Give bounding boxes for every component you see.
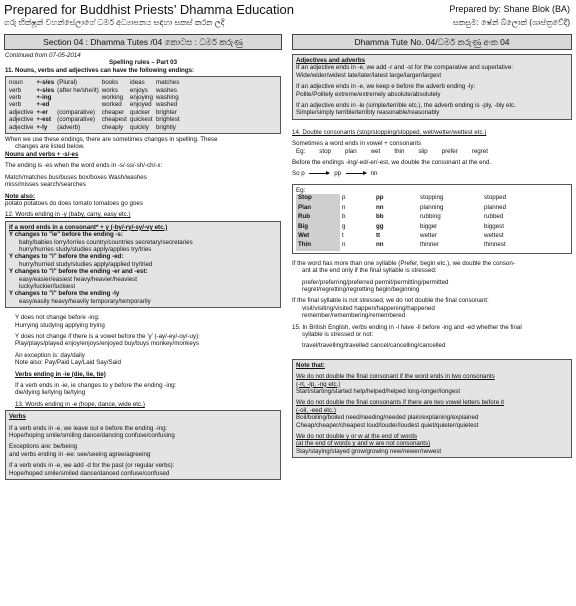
unstressed-rule: If the final syllable is not stressed, we do not double the final consonant: xyxy=(292,297,489,305)
example-word: thin xyxy=(394,147,405,155)
endings-cell: adjective xyxy=(9,108,34,116)
endings-cell: washed xyxy=(155,101,178,109)
y-rule-2-ex: hurry/hurried study/studies apply/applied try/tried xyxy=(19,260,153,268)
double-row xyxy=(296,223,546,232)
endings-cell: cheapest xyxy=(101,116,127,124)
unstressed-ex-1: visit/visiting/visited happen/happening/happened xyxy=(302,304,435,312)
endings-cell: adjective xyxy=(9,116,34,124)
endings-table xyxy=(9,79,183,131)
double-row xyxy=(296,194,546,203)
left-section-bar: Section 04 : Dhamma Tutes /04 කොටස : ධර්ම කරුණු xyxy=(4,34,282,50)
arrow-icon xyxy=(309,173,329,174)
endings-cell: noun xyxy=(9,79,23,87)
note-3b: (at the end of words y and w are not consonants) xyxy=(296,440,431,448)
double-cell: biggest xyxy=(484,222,504,230)
endings-row xyxy=(9,79,183,86)
heading-12: 12. Words ending in -y (baby, carry, easy etc.) xyxy=(5,211,131,219)
double-cell: n xyxy=(342,203,346,211)
exception-text: An exception is: day/daily xyxy=(15,351,85,359)
double-cell: Stop xyxy=(296,194,340,203)
double-cell: rubbed xyxy=(484,213,504,221)
sop-diagram xyxy=(292,170,572,177)
author-label-sinhala: සකසුම: ෂේන් බ්ලොක් (ශාස්ත්‍රවේදී) xyxy=(452,18,570,27)
endings-cell xyxy=(57,94,102,101)
example-word: wet xyxy=(370,147,381,155)
continued-note: Continued from 07-05-2014 xyxy=(5,52,81,59)
note-also-examples: potato potatoes do does tomato tomatoes go goes xyxy=(5,199,143,207)
adj-rule-2-ex: Polite/Politely extreme/extremely absolute/absolutely xyxy=(296,90,441,98)
endings-cell: works xyxy=(101,86,118,94)
double-cell: stopped xyxy=(484,194,507,202)
note-3: We do not double y or w at the end of words xyxy=(296,433,417,441)
es-examples-1: Match/matches bus/buses box/boxes Wash/washes xyxy=(5,173,147,181)
y-rule-3-ex: easy/easier/easiest heavy/heavier/heaviest xyxy=(19,275,137,283)
y-not-rule: Y does not change before -ing: xyxy=(15,314,100,322)
double-cell: wetter xyxy=(420,231,437,239)
double-row xyxy=(296,232,546,241)
endings-cell xyxy=(57,101,102,108)
y-rule-4: Y changes to "i" before the ending -ly xyxy=(9,290,120,298)
endings-row xyxy=(9,94,183,101)
double-table-box xyxy=(292,184,572,254)
right-column xyxy=(292,52,572,604)
double-cell: stopping xyxy=(420,194,444,202)
double-cell: gg xyxy=(376,222,384,230)
note-1: We do not double the final consonant if the word ends in two consonants xyxy=(296,373,495,381)
example-word: Eg: xyxy=(296,147,306,155)
double-row xyxy=(296,204,546,213)
endings-cell: quickly xyxy=(129,123,149,131)
example-word: slip xyxy=(418,147,428,155)
endings-cell: brightest xyxy=(155,116,180,124)
multi-syllable-ex-1: prefer/preferring/preferred permit/permitting/permitted xyxy=(302,278,449,286)
example-word: prefer xyxy=(441,147,458,155)
heading-15: 15. In British English, verbs ending in -l have -ll before -ing and -ed whether the final xyxy=(292,323,522,331)
y-rules-box xyxy=(5,221,281,308)
double-cell: bigger xyxy=(420,222,438,230)
ed-examples: Hope/hoped smile/smiled dance/danced confuse/confused xyxy=(9,469,170,477)
endings-cell: (comparative) xyxy=(57,116,95,124)
double-cell: n xyxy=(342,241,346,249)
double-table xyxy=(296,194,546,250)
author-label: Prepared by: Shane Blok (BA) xyxy=(449,4,570,14)
right-section-bar: Dhamma Tute No. 04/ධර්ම කරුණු අංක 04 xyxy=(292,34,572,50)
endings-row xyxy=(9,124,183,131)
eg-label: Eg: xyxy=(296,186,306,194)
double-consonant-rule: Sometimes a word ends in vowel + consonants xyxy=(292,140,422,148)
adj-rule-3-ex: Simple/simply terrible/terribly reasonable/reasonably xyxy=(296,109,440,117)
double-consonant-examples xyxy=(292,148,572,155)
arrow-icon xyxy=(346,173,366,174)
y-head: If a word ends in a consonant* + y (-by/-ry/-sy/-vy etc.) xyxy=(9,223,168,231)
example-word: plan xyxy=(345,147,357,155)
endings-cell: (adverb) xyxy=(57,123,81,131)
y-not-ex: Hurrying studying applying trying xyxy=(15,321,105,329)
double-cell: t xyxy=(342,231,344,239)
double-row xyxy=(296,213,546,222)
endings-cell: +-ing xyxy=(36,94,52,102)
header xyxy=(4,2,572,32)
endings-cell: +-s/es xyxy=(36,79,55,87)
endings-cell: (comparative) xyxy=(57,108,95,116)
endings-cell: washing xyxy=(155,94,179,102)
y-rule-3-ex2: lucky/luckier/luckiest xyxy=(19,282,76,290)
adjectives-box xyxy=(292,54,572,120)
double-cell: Big xyxy=(296,223,340,232)
double-cell: g xyxy=(342,222,346,230)
sop-pp: pp xyxy=(334,170,342,178)
endings-cell: quicker xyxy=(129,108,150,116)
multi-syllable-rule: If the word has more than one syllable (Prefer, begin etc.), we double the conson- xyxy=(292,259,515,267)
header-title: Prepared for Buddhist Priests’ Dhamma Education xyxy=(4,2,294,17)
endings-cell: adjective xyxy=(9,123,34,131)
multi-syllable-ex-2: regret/regretting/regretting begin/beginning xyxy=(302,285,420,293)
y-vowel-rule: Y does not change if there is a vowel before the 'y' (-ay/-ey/-oy/-uy): xyxy=(15,333,200,340)
note-also-label: Note also: xyxy=(5,192,35,200)
endings-table-box xyxy=(5,76,281,134)
endings-cell: cheaply xyxy=(101,123,124,131)
heading-15-2: syllable is stressed or not: xyxy=(302,330,374,338)
endings-cell: +-s/es xyxy=(36,86,55,94)
unstressed-ex-2: remember/remembering/remembered xyxy=(302,312,406,320)
note-that-box xyxy=(292,359,572,458)
endings-cell: enjoying xyxy=(129,94,153,102)
adj-rule-1: If an adjective ends in -e, we add -r and -st for the comparative and superlative: xyxy=(296,64,514,72)
double-row xyxy=(296,241,546,250)
note-2: We do not double the final consonants if there are two vowel letters before it xyxy=(296,399,504,407)
header-subtitle-sinhala: ගරු භික්ෂූන් වහන්සේලාගේ ධර්ම අධ්‍යාපනය සඳහා සකස් කරන ලදි xyxy=(4,18,225,27)
e-examples: Hope/hoping smile/smiling dance/dancing confuse/confusing xyxy=(9,432,175,440)
y-rule-2: Y changes to "i" before the ending -ed: xyxy=(9,253,124,261)
double-cell: thinnest xyxy=(484,241,506,249)
endings-cell: brightly xyxy=(155,123,176,131)
endings-cell: worked xyxy=(101,101,122,109)
y-rule-4-ex: easy/easily heavy/heavily temporary/temporarily xyxy=(19,297,151,305)
endings-cell: enjoyed xyxy=(129,101,152,109)
double-cell: Rub xyxy=(296,213,340,222)
double-cell: planned xyxy=(484,203,507,211)
double-cell: b xyxy=(342,213,346,221)
note-2-ex2: Cheap/cheaper/cheapest loud/louder/loudest quiet/quieter/quietest xyxy=(296,421,479,429)
left-column xyxy=(5,52,281,604)
when-use-text-2: changes are listed below. xyxy=(15,143,85,151)
note-3-ex: Stay/staying/stayed grow/growing new/newer/newest xyxy=(296,447,442,455)
note-that-heading: Note that: xyxy=(296,361,325,369)
adj-rule-3: If an adjective ends in -le (simple/terrible etc.), the adverb ending is -ply, -bly etc. xyxy=(296,102,516,110)
endings-cell: ideas xyxy=(129,79,145,87)
ie-rule: If a verb ends in -ie, ie changes to y before the ending -ing: xyxy=(15,382,177,390)
double-cell: bb xyxy=(376,213,384,221)
when-use-text: When we use these endings, there are sometimes changes in spelling. These xyxy=(5,136,218,144)
double-cell: rubbing xyxy=(420,213,441,221)
note-1b: (-rt, -lp, -ng etc.) xyxy=(296,380,341,388)
ed-rule: If a verb ends in -e, we add -d for the past (or regular verbs): xyxy=(9,462,175,470)
endings-cell: brighter xyxy=(155,108,177,116)
endings-cell: cheaper xyxy=(101,108,125,116)
double-cell: tt xyxy=(376,231,381,239)
double-cell: thinner xyxy=(420,241,439,249)
adjectives-heading: Adjectives and adverbs xyxy=(296,57,366,64)
sop-nn: nn xyxy=(370,170,378,178)
heading-14: 14. Double consonants (stop/stopping/stopped, wet/wetter/wettest etc.) xyxy=(292,128,487,136)
ie-examples: die/dying lie/lying tie/tying xyxy=(15,389,86,397)
double-cell: p xyxy=(342,194,346,202)
endings-cell: matches xyxy=(155,79,180,87)
double-cell: nn xyxy=(376,241,384,249)
adj-rule-2: If an adjective ends in -e, we keep e before the adverb ending -ly: xyxy=(296,83,476,91)
y-rule-3: Y changes to "i" before the ending -er and -est: xyxy=(9,268,148,276)
endings-cell: verb xyxy=(9,86,22,94)
e-rule: If a verb ends in -e, we leave out e before the ending -ing: xyxy=(9,424,168,432)
endings-row xyxy=(9,101,183,108)
es-examples-2: miss/misses search/searches xyxy=(5,181,86,189)
sop-label: So p xyxy=(292,170,305,178)
double-cell: pp xyxy=(376,194,384,202)
endings-row xyxy=(9,116,183,123)
note-1-ex: Start/starting/started help/helped/helped long-longer/longest xyxy=(296,388,461,395)
double-cell: Wet xyxy=(296,232,340,241)
e-verbs-box xyxy=(5,410,281,480)
adj-rule-1-ex: Wide/wider/widest late/later/latest large/larger/largest xyxy=(296,71,442,79)
endings-cell: +-ly xyxy=(36,123,48,131)
endings-cell: enjoys xyxy=(129,86,148,94)
multi-syllable-rule-2: ant at the end only if the final syllable is stressed: xyxy=(302,267,437,275)
endings-cell: (Plural) xyxy=(57,79,78,87)
rules-title: Spelling rules – Part 03 xyxy=(108,59,178,67)
example-word: stop xyxy=(319,147,331,155)
double-cell: Thin xyxy=(296,241,340,250)
exceptions-be: Exceptions are: be/being xyxy=(9,443,78,451)
heading-11: 11. Nouns, verbs and adjectives can have the following endings: xyxy=(5,66,195,74)
heading-15-ex: travel/travelling/travelled cancel/cancelling/cancelled xyxy=(302,342,446,350)
y-rule-1-ex2: hurry/hurries study/studies apply/applies try/tries xyxy=(19,245,152,253)
endings-cell: working xyxy=(101,94,124,102)
endings-row xyxy=(9,87,183,94)
endings-row xyxy=(9,109,183,116)
endings-cell: verb xyxy=(9,101,22,109)
y-rule-1-ex: baby/babies lorry/lorries country/countries secretary/secretaries xyxy=(19,238,193,246)
verbs-heading: Verbs xyxy=(9,413,26,421)
example-word: regret xyxy=(471,147,488,155)
double-cell: Plan xyxy=(296,204,340,213)
y-rule-1: Y changes to "ie" before the ending -s: xyxy=(9,231,124,239)
heading-13: 13. Words ending in -e (hope, dance, wide etc.) xyxy=(15,400,145,408)
endings-cell: quickest xyxy=(129,116,153,124)
note-2-ex: Boil/boiling/boiled need/needing/needed plain/explaining/explained xyxy=(296,414,479,422)
endings-cell: +-est xyxy=(36,116,52,124)
double-cell: planning xyxy=(420,203,444,211)
double-consonant-rule-2: Before the endings -ing/-ed/-er/-est, we double the consonant at the end. xyxy=(292,159,492,167)
double-cell: wettest xyxy=(484,231,504,239)
endings-cell: verb xyxy=(9,94,22,102)
endings-cell: washes xyxy=(155,86,177,94)
double-cell: nn xyxy=(376,203,384,211)
endings-cell: (after he/she/it) xyxy=(57,86,99,94)
endings-cell: +-ed xyxy=(36,101,50,109)
endings-cell: books xyxy=(101,79,119,87)
exceptions-ee: and verbs ending in -ee: see/seeing agree/agreeing xyxy=(9,450,151,458)
endings-cell: +-er xyxy=(36,108,48,116)
ie-heading: Verbs ending in -ie (die, lie, tie) xyxy=(15,370,106,378)
y-vowel-ex: Play/plays/played enjoy/enjoys/enjoyed buy/buys monkey/monkeys xyxy=(15,340,200,348)
nouns-verbs-heading: Nouns and verbs + -s/-es xyxy=(5,150,79,158)
note-also-2: Note also: Pay/Paid Lay/Laid Say/Said xyxy=(15,359,121,367)
note-2b: (-oil, -eed etc.) xyxy=(296,406,336,414)
ending-es-rule: The ending is -es when the word ends in -s/-ss/-sh/-ch/-x: xyxy=(5,162,163,170)
